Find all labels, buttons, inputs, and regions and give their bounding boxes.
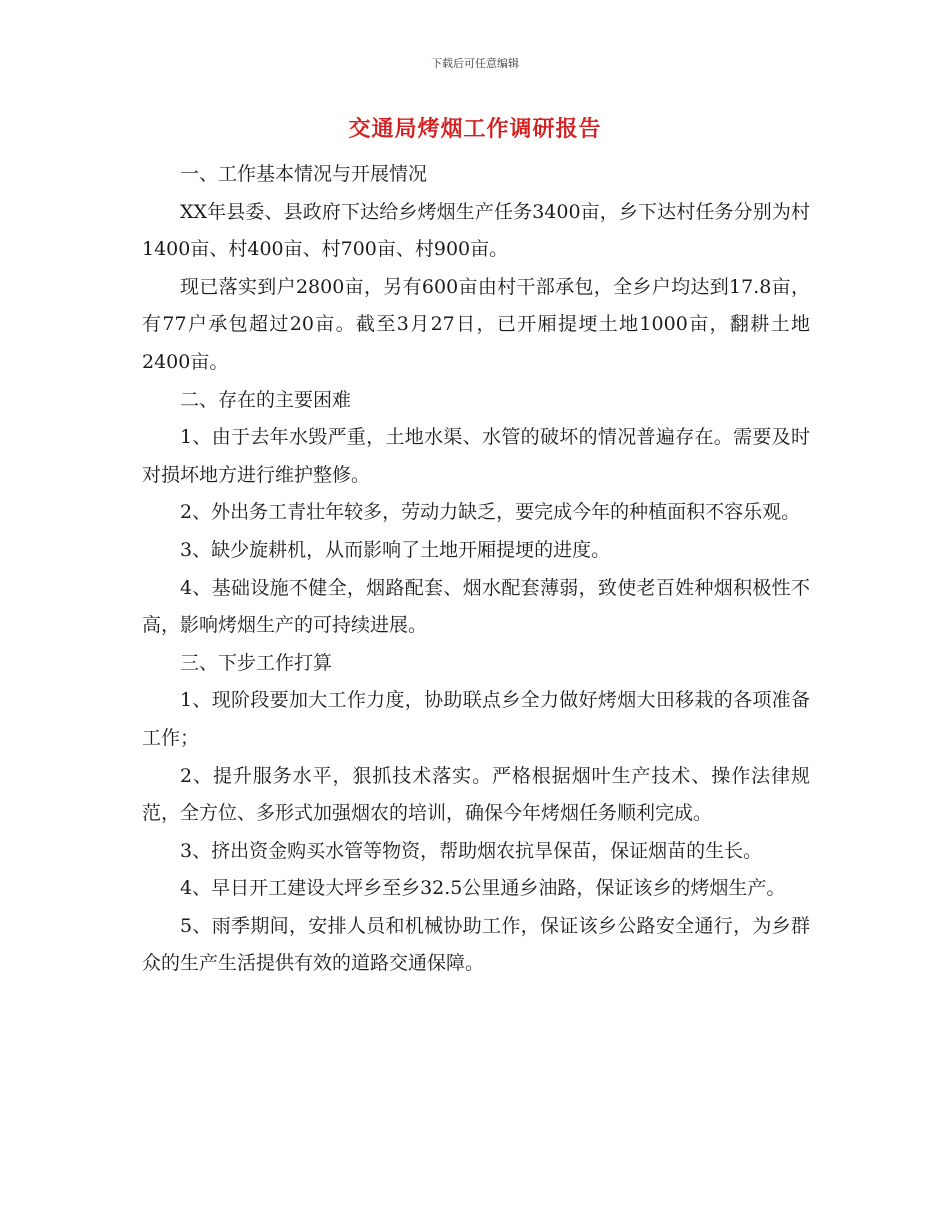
section-heading: 三、下步工作打算 xyxy=(180,651,333,674)
paragraph: 2、外出务工青壮年较多，劳动力缺乏，要完成今年的种植面积不容乐观。 xyxy=(180,501,801,524)
paragraph: 3、缺少旋耕机，从而影响了土地开厢提埂的进度。 xyxy=(180,538,611,561)
paragraph: 现已落实到户2800亩，另有600亩由村干部承包，全乡户均达到17.8亩，有77户承包超过20亩。截至3月27日，已开厢提埂土地1000亩，翻耕土地2400亩。 xyxy=(142,275,810,373)
section-heading: 一、工作基本情况与开展情况 xyxy=(180,163,428,185)
paragraph: 1、现阶段要加大工作力度，协助联点乡全力做好烤烟大田移栽的各项准备工作； xyxy=(142,689,810,749)
paragraph: XX年县委、县政府下达给乡烤烟生产任务3400亩，乡下达村任务分别为村1400亩、村400亩、村700亩、村900亩。 xyxy=(142,200,810,261)
section-heading: 二、存在的主要困难 xyxy=(180,388,352,411)
paragraph: 1、由于去年水毁严重，土地水渠、水管的破坏的情况普遍存在。需要及时对损坏地方进行维护整修。 xyxy=(142,426,810,486)
document-body xyxy=(142,156,810,983)
paragraph: 3、挤出资金购买水管等物资，帮助烟农抗旱保苗，保证烟苗的生长。 xyxy=(180,839,763,862)
document-title: 交通局烤烟工作调研报告 xyxy=(348,117,602,142)
header-note: 下载后可任意编辑 xyxy=(431,57,519,70)
paragraph: 4、基础设施不健全，烟路配套、烟水配套薄弱，致使老百姓种烟积极性不高，影响烤烟生产的可持续进展。 xyxy=(142,576,810,637)
paragraph: 5、雨季期间，安排人员和机械协助工作，保证该乡公路安全通行，为乡群众的生产生活提供有效的道路交通保障。 xyxy=(142,914,810,975)
paragraph: 4、早日开工建设大坪乡至乡32.5公里通乡油路，保证该乡的烤烟生产。 xyxy=(180,877,786,900)
paragraph: 2、提升服务水平，狠抓技术落实。严格根据烟叶生产技术、操作法律规范，全方位、多形式加强烟农的培训，确保今年烤烟任务顺利完成。 xyxy=(142,764,810,825)
